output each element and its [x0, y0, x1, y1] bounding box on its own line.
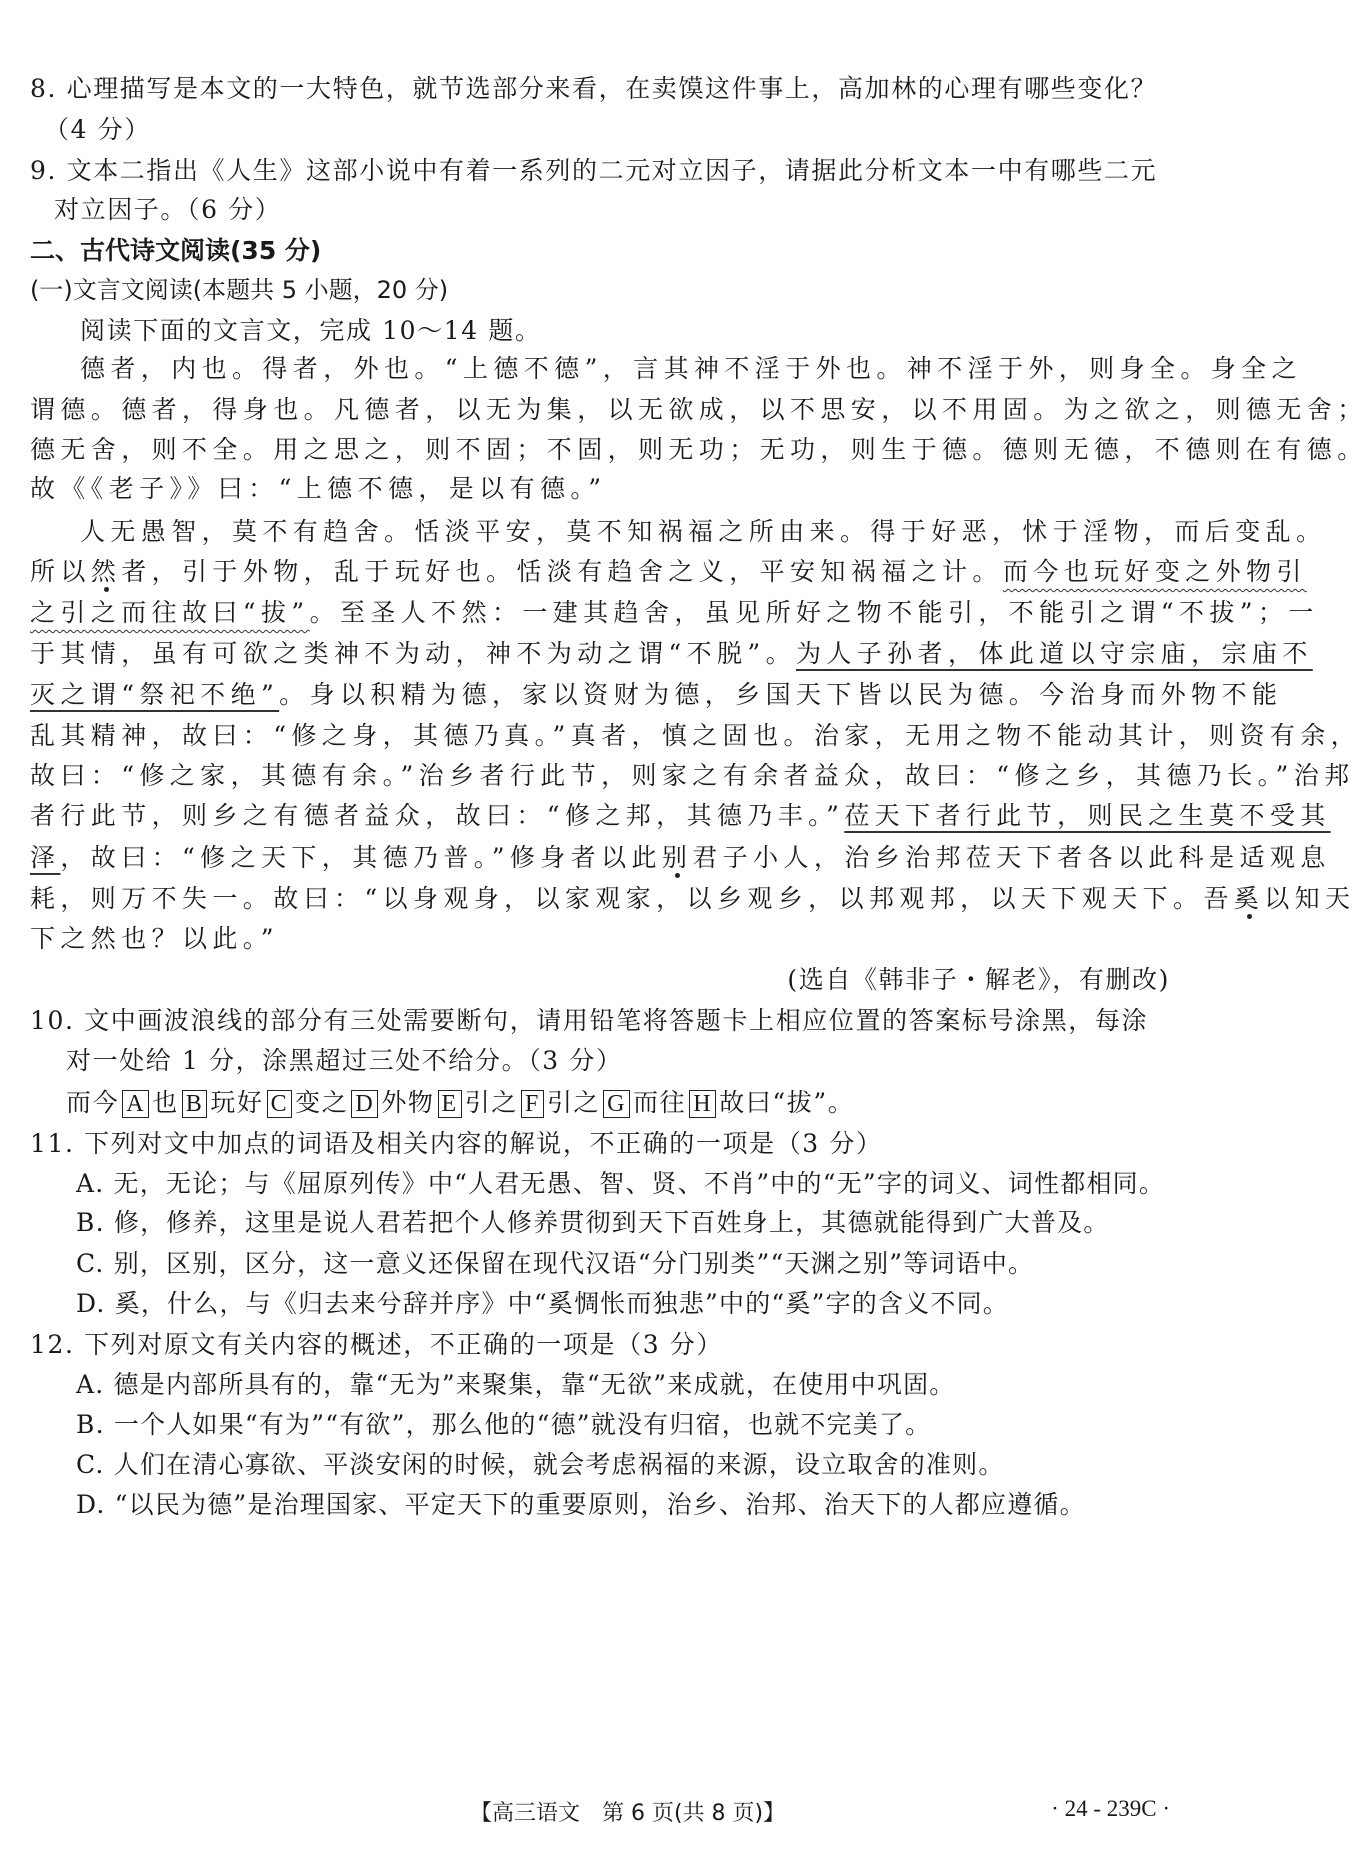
text-segment: 。至圣人不然：一建其趋舍，虽见所好之物不能引，不能引之谓“不拔”；一	[309, 598, 1319, 627]
passage-line-7	[30, 596, 1319, 630]
page-footer	[30, 1796, 1170, 1832]
dotted-word-bie: 别	[661, 843, 693, 872]
passage-line-4: 故《《老子》》曰：“上德不德，是以有德。”	[30, 474, 607, 503]
passage-line-12	[30, 799, 1331, 833]
q11-stem: 11. 下列对文中加点的词语及相关内容的解说，不正确的一项是（3 分）	[30, 1129, 883, 1158]
q10-line-1: 10. 文中画波浪线的部分有三处需要断句，请用铅笔将答题卡上相应位置的答案标号涂黑，每涂	[30, 1006, 1149, 1035]
passage-line-3: 德无舍，则不全。用之思之，则不固；不固，则无功；无功，则生于德。德则无德，不德则在有德。	[30, 435, 1368, 464]
answer-box-c[interactable]: C	[267, 1090, 293, 1118]
reading-instruction: 阅读下面的文言文，完成 10～14 题。	[80, 316, 542, 345]
text-segment: 于其情，虽有可欲之类神不为动，神不为动之谓“不脱”。	[30, 639, 796, 668]
underlined-sentence: 莅天下者行此节，则民之生莫不受其	[844, 801, 1331, 830]
q11-option-b[interactable]: B. 修，修养，这里是说人君若把个人修养贯彻到天下百姓身上，其德就能得到广大普及。	[76, 1208, 1110, 1237]
q9-line-1: 9. 文本二指出《人生》这部小说中有着一系列的二元对立因子，请据此分析文本一中有哪些二元	[30, 156, 1158, 185]
q10-segment: 外物	[381, 1088, 435, 1117]
passage-line-9	[30, 678, 1282, 712]
answer-box-h[interactable]: H	[689, 1090, 716, 1118]
underlined-sentence: 泽	[30, 843, 61, 872]
answer-box-b[interactable]: B	[182, 1090, 208, 1118]
text-segment: ，故曰：“修之天下，其德乃普。”修身者以此	[60, 843, 662, 872]
answer-box-f[interactable]: F	[521, 1090, 544, 1118]
q10-segment: 引之	[464, 1088, 518, 1117]
passage-source: (选自《韩非子・解老》，有删改)	[787, 965, 1170, 994]
q12-option-a[interactable]: A. 德是内部所具有的，靠“无为”来聚集，靠“无欲”来成就，在使用中巩固。	[76, 1370, 956, 1399]
passage-line-11: 故曰：“修之家，其德有余。”治乡者行此节，则家之有余者益众，故曰：“修之乡，其德乃长。”治邦	[30, 761, 1355, 790]
text-segment: 以知天	[1264, 884, 1356, 913]
passage-line-5: 人无愚智，莫不有趋舍。恬淡平安，莫不知祸福之所由来。得于好恶，怵于淫物，而后变乱。	[80, 517, 1327, 546]
q10-segment: 引之	[546, 1088, 601, 1117]
answer-box-a[interactable]: A	[122, 1090, 149, 1118]
q10-segment: 玩好	[210, 1088, 264, 1117]
exam-code: · 24 - 239C ·	[1051, 1796, 1170, 1821]
q10-segment: 也	[152, 1088, 179, 1117]
text-segment: 所以	[30, 557, 91, 586]
q12-option-d[interactable]: D. “以民为德”是治理国家、平定天下的重要原则，治乡、治邦、治天下的人都应遵循。	[76, 1490, 1086, 1519]
passage-line-6	[30, 555, 1307, 589]
q10-line-2: 对一处给 1 分，涂黑超过三处不给分。（3 分）	[66, 1046, 623, 1075]
passage-line-15: 下之然也？以此。”	[30, 924, 279, 953]
wavy-underlined-text: 之引之而往故曰“拔”	[30, 598, 310, 627]
underlined-sentence: 灭之谓“祭祀不绝”	[30, 680, 280, 709]
q12-option-c[interactable]: C. 人们在清心寡欲、平淡安闲的时候，就会考虑祸福的来源，设立取舍的准则。	[76, 1450, 1005, 1479]
q9-line-2: 对立因子。（6 分）	[54, 195, 282, 224]
passage-line-8	[30, 637, 1313, 671]
text-segment: 者行此节，则乡之有德者益众，故曰：“修之邦，其德乃丰。”	[30, 801, 845, 830]
q10-sentence-with-boxes	[66, 1086, 854, 1120]
passage-line-1: 德者，内也。得者，外也。“上德不德”，言其神不淫于外也。神不淫于外，则身全。身全之	[80, 354, 1302, 383]
q10-segment: 故曰“拔”。	[719, 1088, 855, 1117]
q11-option-a[interactable]: A. 无，无论；与《屈原列传》中“人君无愚、智、贤、不肖”中的“无”字的词义、词性都相同。	[76, 1169, 1166, 1198]
q8-line-2: （4 分）	[44, 115, 151, 144]
answer-box-d[interactable]: D	[351, 1090, 378, 1118]
q11-option-d[interactable]: D. 奚，什么，与《归去来兮辞并序》中“奚惆怅而独悲”中的“奚”字的含义不同。	[76, 1289, 1009, 1318]
text-segment: 。身以积精为德，家以资财为德，乡国天下皆以民为德。今治身而外物不能	[279, 680, 1283, 709]
subsection-1-title: (一)文言文阅读(本题共 5 小题，20 分)	[30, 276, 449, 304]
section-2-title: 二、古代诗文阅读(35 分)	[30, 236, 322, 265]
wavy-underlined-text: 而今也玩好变之外物引	[1002, 557, 1307, 586]
passage-line-14	[30, 882, 1355, 916]
q12-stem: 12. 下列对原文有关内容的概述，不正确的一项是（3 分）	[30, 1330, 723, 1359]
q10-segment: 变之	[295, 1088, 349, 1117]
dotted-word-ran: 然	[90, 557, 122, 586]
underlined-sentence: 为人子孙者，体此道以守宗庙，宗庙不	[795, 639, 1313, 668]
passage-line-2: 谓德。德者，得身也。凡德者，以无为集，以无欲成，以不思安，以不用固。为之欲之，则德无舍；	[30, 395, 1368, 424]
text-segment: 者，引于外物，乱于玩好也。恬淡有趋舍之义，平安知祸福之计。	[121, 557, 1003, 586]
dotted-word-xi: 奚	[1233, 884, 1265, 913]
q11-option-c[interactable]: C. 别，区别，区分，这一意义还保留在现代汉语“分门别类”“天渊之别”等词语中。	[76, 1249, 1035, 1278]
answer-box-g[interactable]: G	[603, 1090, 630, 1118]
page-number: 【高三语文 第 6 页(共 8 页)】	[470, 1801, 786, 1826]
answer-box-e[interactable]: E	[438, 1090, 462, 1118]
passage-line-10: 乱其精神，故曰：“修之身，其德乃真。”真者，慎之固也。治家，无用之物不能动其计，则资有余，	[30, 721, 1362, 750]
text-segment: 君子小人，治乡治邦莅天下者各以此科是适观息	[692, 843, 1331, 872]
text-segment: 耗，则万不失一。故曰：“以身观身，以家观家，以乡观乡，以邦观邦，以天下观天下。吾	[30, 884, 1234, 913]
passage-line-13	[30, 841, 1331, 875]
q8-line-1: 8. 心理描写是本文的一大特色，就节选部分来看，在卖馍这件事上，高加林的心理有哪些变化？	[30, 74, 1158, 103]
q10-segment: 而今	[66, 1088, 120, 1117]
q12-option-b[interactable]: B. 一个人如果“有为”“有欲”，那么他的“德”就没有归宿，也就不完美了。	[76, 1410, 932, 1439]
q10-segment: 而往	[633, 1088, 687, 1117]
